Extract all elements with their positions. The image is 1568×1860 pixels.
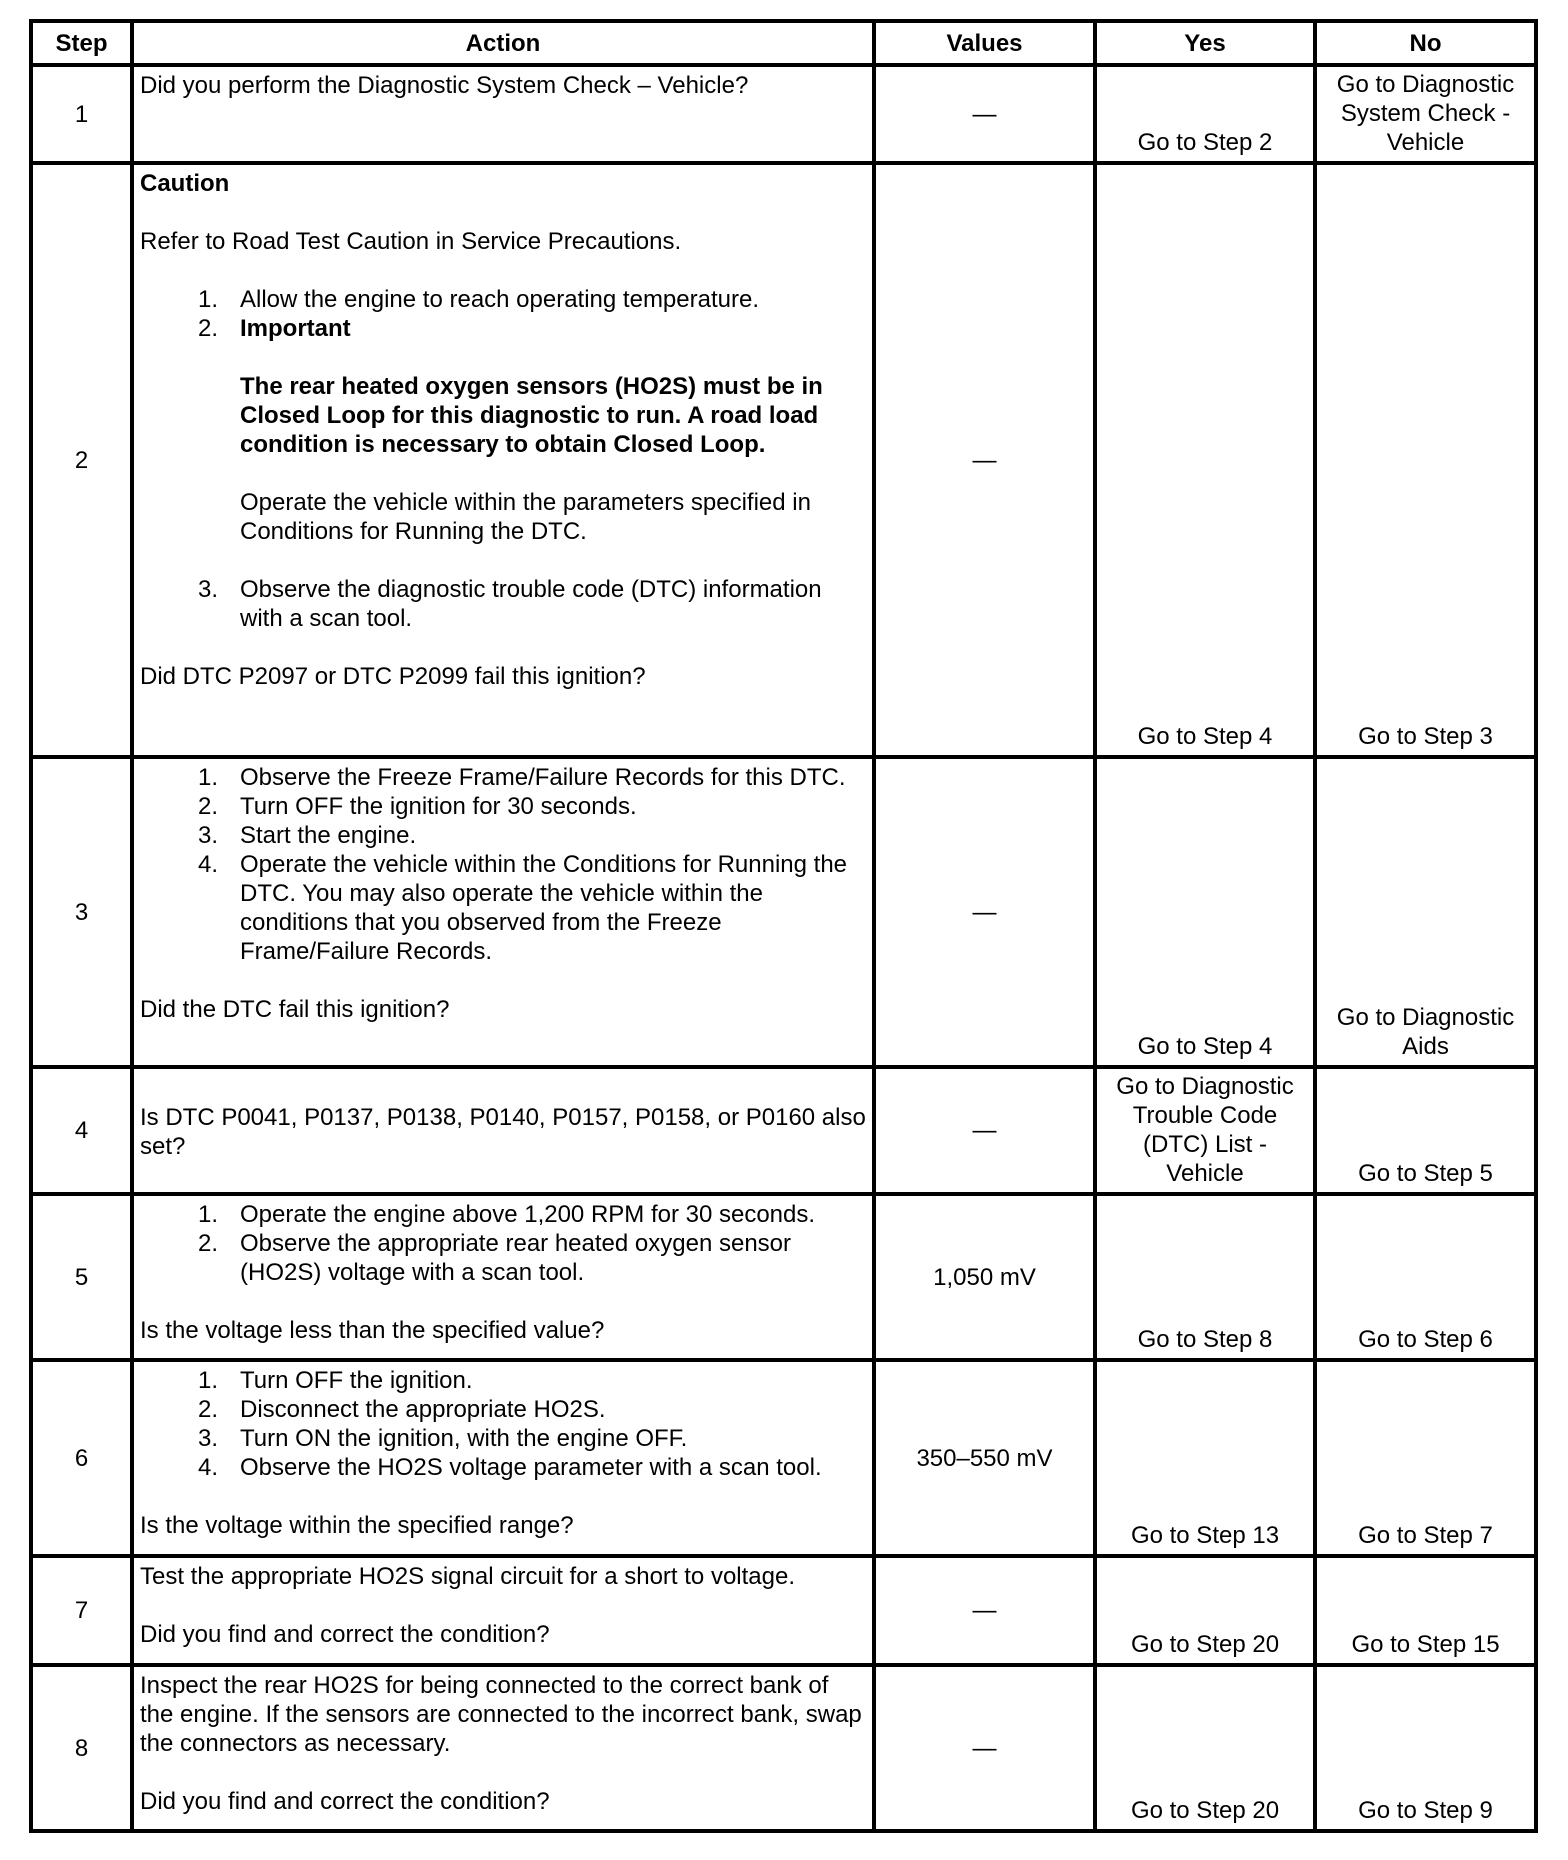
table-row — [31, 757, 1536, 1067]
action-text: Inspect the rear HO2S for being connected to the correct bank of the engine. If the sensors are connected to the incorrect bank, swap the connectors as necessary. — [140, 1672, 862, 1757]
table-row — [31, 1194, 1536, 1360]
action-cell — [132, 163, 874, 757]
yes-cell: Go to Step 20 — [1095, 1665, 1315, 1831]
value-cell: — — [874, 1665, 1095, 1831]
step-number: 4 — [31, 1067, 132, 1194]
action-step: 2. Important — [197, 315, 351, 342]
action-question: Is DTC P0041, P0137, P0138, P0140, P0157, P0158, or P0160 also set? — [140, 1103, 866, 1160]
table-row — [31, 1665, 1536, 1831]
table-row — [31, 163, 1536, 757]
action-step: 1. Observe the Freeze Frame/Failure Records for this DTC. — [197, 764, 846, 791]
action-cell — [132, 1067, 874, 1194]
step-number: 5 — [31, 1194, 132, 1360]
no-cell: Go to Step 6 — [1315, 1194, 1536, 1360]
value-cell: — — [874, 1067, 1095, 1194]
value-cell: — — [874, 757, 1095, 1067]
action-step: 2. Observe the appropriate rear heated oxygen sensor (HO2S) voltage with a scan tool. — [197, 1230, 792, 1286]
no-cell: Go to Step 15 — [1315, 1556, 1536, 1665]
header-action: Action — [132, 21, 874, 65]
header-row — [31, 21, 1536, 65]
value-cell: 1,050 mV — [874, 1194, 1095, 1360]
action-cell — [132, 757, 874, 1067]
important-title: Important — [240, 315, 351, 342]
action-cell — [132, 1360, 874, 1556]
no-cell: Go to Step 9 — [1315, 1665, 1536, 1831]
action-text: Test the appropriate HO2S signal circuit for a short to voltage. — [140, 1563, 795, 1590]
yes-cell: Go to Diagnostic Trouble Code (DTC) List - Vehicle — [1095, 1067, 1315, 1194]
table-row — [31, 1556, 1536, 1665]
yes-cell: Go to Step 2 — [1095, 65, 1315, 163]
yes-cell: Go to Step 20 — [1095, 1556, 1315, 1665]
table-row — [31, 1360, 1536, 1556]
value-cell: — — [874, 65, 1095, 163]
step-number: 1 — [31, 65, 132, 163]
action-steps — [140, 1200, 866, 1287]
action-step: 3. Turn ON the ignition, with the engine OFF. — [197, 1425, 688, 1452]
important-text: The rear heated oxygen sensors (HO2S) must be in Closed Loop for this diagnostic to run. A road load condition is necessary to obtain Closed Loop. — [240, 373, 823, 458]
step-number: 8 — [31, 1665, 132, 1831]
yes-cell: Go to Step 8 — [1095, 1194, 1315, 1360]
action-step: 2. Disconnect the appropriate HO2S. — [197, 1396, 606, 1423]
no-cell: Go to Step 3 — [1315, 163, 1536, 757]
action-step: 1. Operate the engine above 1,200 RPM for 30 seconds. — [197, 1201, 816, 1228]
table-row — [31, 1067, 1536, 1194]
header-no: No — [1315, 21, 1536, 65]
step-number: 7 — [31, 1556, 132, 1665]
yes-cell: Go to Step 4 — [1095, 757, 1315, 1067]
caution-title: Caution — [140, 170, 230, 197]
action-question: Is the voltage within the specified range? — [140, 1512, 574, 1539]
no-cell: Go to Step 7 — [1315, 1360, 1536, 1556]
action-question: Did you find and correct the condition? — [140, 1621, 550, 1648]
no-cell: Go to Diagnostic System Check - Vehicle — [1315, 65, 1536, 163]
action-cell — [132, 1556, 874, 1665]
header-values: Values — [874, 21, 1095, 65]
action-cell — [132, 1194, 874, 1360]
value-cell: — — [874, 1556, 1095, 1665]
yes-cell: Go to Step 4 — [1095, 163, 1315, 757]
yes-cell: Go to Step 13 — [1095, 1360, 1315, 1556]
action-step: 1. Turn OFF the ignition. — [197, 1367, 473, 1394]
action-question: Is the voltage less than the specified value? — [140, 1317, 605, 1344]
step-number: 3 — [31, 757, 132, 1067]
no-cell: Go to Diagnostic Aids — [1315, 757, 1536, 1067]
table-row — [31, 65, 1536, 163]
no-cell: Go to Step 5 — [1315, 1067, 1536, 1194]
operate-text: Operate the vehicle within the parameters specified in Conditions for Running the DTC. — [240, 489, 811, 545]
action-question: Did you find and correct the condition? — [140, 1788, 550, 1815]
step-number: 2 — [31, 163, 132, 757]
value-cell: 350–550 mV — [874, 1360, 1095, 1556]
action-steps — [140, 763, 866, 966]
action-step: 3. Observe the diagnostic trouble code (DTC) information with a scan tool. — [197, 576, 822, 632]
value-cell: — — [874, 163, 1095, 757]
action-steps — [140, 575, 866, 633]
header-step: Step — [31, 21, 132, 65]
header-yes: Yes — [1095, 21, 1315, 65]
action-steps — [140, 285, 866, 343]
diagnostic-table — [29, 19, 1538, 1833]
action-question: Did the DTC fail this ignition? — [140, 996, 450, 1023]
action-step: 4. Operate the vehicle within the Conditions for Running the DTC. You may also operate the vehicle within the conditions that you observed from the Freeze Frame/Failure Records. — [197, 851, 848, 965]
action-step: 3. Start the engine. — [197, 822, 417, 849]
action-cell — [132, 65, 874, 163]
action-step: 2. Turn OFF the ignition for 30 seconds. — [197, 793, 637, 820]
caution-text: Refer to Road Test Caution in Service Precautions. — [140, 228, 682, 255]
step-number: 6 — [31, 1360, 132, 1556]
action-step: 1. Allow the engine to reach operating temperature. — [197, 286, 759, 313]
action-cell — [132, 1665, 874, 1831]
action-question: Did DTC P2097 or DTC P2099 fail this ignition? — [140, 663, 646, 690]
action-question: Did you perform the Diagnostic System Check – Vehicle? — [140, 72, 749, 99]
action-step: 4. Observe the HO2S voltage parameter with a scan tool. — [197, 1454, 822, 1481]
action-steps — [140, 1366, 866, 1482]
